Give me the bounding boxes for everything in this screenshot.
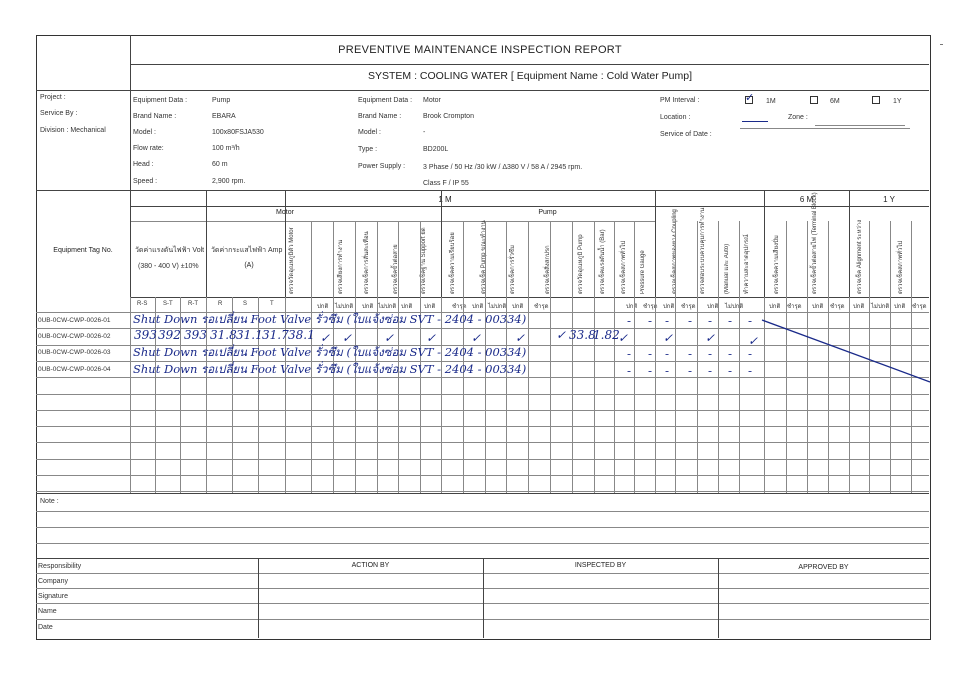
pump-equipment-data-value: Pump bbox=[212, 97, 231, 104]
row-3-note: Shut Down รอเปลี่ยน Foot Valve รั่วซึม (ใบแจ้งซ่อม SVT - 2404 - 00334) bbox=[133, 345, 527, 359]
check-mark: ✓ bbox=[320, 331, 331, 345]
grid-bottom-line bbox=[36, 493, 929, 494]
dash-mark: - bbox=[627, 364, 632, 378]
sub-normal: ปกติ bbox=[769, 304, 781, 310]
dash-mark: - bbox=[648, 347, 653, 361]
grid-header-subcolumn-line bbox=[377, 221, 378, 297]
col-pump-smooth: ตรวจเช็คความเรียบร้อย bbox=[450, 232, 456, 294]
strike-line bbox=[760, 318, 932, 384]
row-2-pump-temp: 33.8 bbox=[569, 328, 596, 342]
pump-flow-label: Flow rate: bbox=[133, 145, 164, 152]
sub-normal: ปกติ bbox=[401, 304, 413, 310]
note-line-3[interactable] bbox=[36, 543, 929, 544]
sub-fix: ชำรุด bbox=[452, 304, 467, 310]
sub-normal: ปกติ bbox=[424, 304, 436, 310]
grid-row-line bbox=[36, 459, 929, 460]
dash-mark: - bbox=[748, 364, 753, 378]
footer-action-by: ACTION BY bbox=[351, 562, 390, 569]
grid-header-subcolumn-line bbox=[634, 221, 635, 297]
col-motor-vibration: ตรวจเช็คการสั่นสะเทือน bbox=[364, 231, 370, 294]
sub-fix: ชำรุด bbox=[643, 304, 658, 310]
sub-normal: ปกติ bbox=[853, 304, 865, 310]
grid-column-line bbox=[528, 297, 529, 493]
row-2-volt-st: 392 bbox=[158, 328, 181, 342]
grid-header-subcolumn-line bbox=[485, 221, 486, 297]
row-2-amp-r: 31.8 bbox=[210, 328, 237, 342]
note-line-2[interactable] bbox=[36, 527, 929, 528]
row-1-tag: 0UB-0CW-CWP-0026-01 bbox=[38, 317, 111, 324]
grid-header-subcolumn-line bbox=[420, 221, 421, 297]
dash-mark: - bbox=[688, 364, 693, 378]
grid-row-line bbox=[36, 475, 929, 476]
pump-brand-label: Brand Name : bbox=[133, 113, 177, 120]
equipment-tag-header: Equipment Tag No. bbox=[53, 247, 113, 254]
grid-header-subcolumn-line bbox=[828, 221, 829, 297]
option-1m-label: 1M bbox=[766, 98, 776, 105]
grid-column-line bbox=[718, 297, 719, 493]
dash-mark: - bbox=[728, 314, 733, 328]
check-mark: ✓ bbox=[705, 331, 716, 345]
pump-model-value: 100x80FSJA530 bbox=[212, 129, 264, 136]
grid-header-subcolumn-line bbox=[614, 221, 615, 297]
grid-header-subcolumn-line bbox=[594, 221, 595, 297]
grid-column-line bbox=[634, 297, 635, 493]
dash-mark: - bbox=[748, 314, 753, 328]
dash-mark: - bbox=[708, 347, 713, 361]
table-header-bottom bbox=[130, 297, 929, 298]
grid-row-line bbox=[36, 394, 929, 395]
check-mark: ✓ bbox=[556, 328, 567, 342]
row-2-volt-rs: 393 bbox=[134, 328, 157, 342]
pump-head-value: 60 m bbox=[212, 161, 228, 168]
note-label: Note : bbox=[40, 498, 59, 505]
report-title: PREVENTIVE MAINTENANCE INSPECTION REPORT bbox=[338, 44, 622, 56]
strike-line-stroke bbox=[762, 320, 930, 382]
col-1y-general: ตรวจเช็คสภาพทั่วไป bbox=[898, 240, 904, 294]
row-2-motor-temp: 38.1 bbox=[288, 328, 315, 342]
grid-header-column-line bbox=[285, 190, 286, 297]
sub-fix: ชำรุด bbox=[681, 304, 696, 310]
grid-header-subcolumn-line bbox=[355, 221, 356, 297]
dash-mark: - bbox=[627, 347, 632, 361]
sub-normal: ปกติ bbox=[472, 304, 484, 310]
sub-rt: R-T bbox=[188, 301, 198, 307]
motor-brand-label: Brand Name : bbox=[358, 113, 402, 120]
motor-type-value: BD200L bbox=[423, 146, 449, 153]
pump-head-label: Head : bbox=[133, 161, 154, 168]
sub-normal: ปกติ bbox=[626, 304, 638, 310]
pump-speed-value: 2,900 rpm. bbox=[212, 178, 246, 185]
grid-row-line bbox=[36, 426, 929, 427]
motor-type-label: Type : bbox=[358, 146, 378, 153]
grid-header-subcolumn-line bbox=[890, 221, 891, 297]
dash-mark: - bbox=[665, 347, 670, 361]
checkbox-1y[interactable] bbox=[872, 96, 880, 104]
grid-column-line bbox=[675, 297, 676, 493]
grid-header-subcolumn-line bbox=[398, 221, 399, 297]
sub-abnormal: ไม่ปกติ bbox=[725, 304, 744, 310]
sub-abnormal: ไม่ปกติ bbox=[871, 304, 890, 310]
sub-abnormal: ไม่ปกติ bbox=[488, 304, 507, 310]
note-line-1[interactable] bbox=[36, 511, 929, 512]
grid-column-line bbox=[697, 297, 698, 493]
info-left-divider bbox=[130, 90, 131, 190]
col-pump-leak: ตรวจเช็คการรั่วซึม bbox=[510, 245, 516, 294]
footer-name: Name bbox=[38, 608, 57, 615]
col-pump-clean: ทำความสะอาดอุปกรณ์ bbox=[744, 234, 750, 294]
system-line: SYSTEM : COOLING WATER [ Equipment Name : Cold Water Pump] bbox=[367, 70, 693, 82]
table-header-group-divider bbox=[130, 221, 655, 222]
grid-header-column-line bbox=[764, 190, 765, 297]
dash-mark: - bbox=[688, 314, 693, 328]
dash-mark: - bbox=[665, 364, 670, 378]
sub-normal: ปกติ bbox=[663, 304, 675, 310]
group-1m-label: 1 M bbox=[438, 195, 452, 204]
grid-column-line bbox=[594, 297, 595, 493]
amp-header: วัดค่ากระแสไฟฟ้า Amp bbox=[211, 247, 283, 254]
dash-mark: - bbox=[708, 364, 713, 378]
grid-header-subcolumn-line bbox=[869, 221, 870, 297]
service-date-label: Service of Date : bbox=[660, 131, 712, 138]
footer-responsibility: Responsibility bbox=[38, 563, 82, 570]
pump-equipment-data-label: Equipment Data : bbox=[133, 97, 188, 104]
service-by-label: Service By : bbox=[40, 110, 78, 117]
pump-brand-value: EBARA bbox=[212, 113, 236, 120]
grid-row-line bbox=[36, 410, 929, 411]
service-date-field-line[interactable] bbox=[740, 128, 910, 129]
grid-column-line bbox=[130, 297, 131, 493]
grid-header-column-line bbox=[849, 190, 850, 297]
dash-mark: - bbox=[728, 364, 733, 378]
col-motor-temp: ตรวจวัดอุณหภูมิตัว Motor bbox=[289, 227, 295, 294]
check-mark: ✓ bbox=[426, 331, 437, 345]
grid-header-subcolumn-line bbox=[718, 221, 719, 297]
check-mark: ✓ bbox=[663, 331, 674, 345]
checkbox-6m[interactable] bbox=[810, 96, 818, 104]
location-label: Location : bbox=[660, 114, 691, 121]
check-mark: ✓ bbox=[471, 331, 482, 345]
option-6m-label: 6M bbox=[830, 98, 840, 105]
group-motor-label: Motor bbox=[276, 209, 294, 216]
col-pump-temp: ตรวจวัดอุณหภูมิ Pump bbox=[578, 234, 584, 294]
sub-normal: ปกติ bbox=[812, 304, 824, 310]
location-handwriting-stroke bbox=[742, 121, 768, 122]
footer-col-2 bbox=[483, 558, 484, 638]
grid-column-line bbox=[739, 297, 740, 493]
footer-signature: Signature bbox=[38, 593, 68, 600]
dash-mark: - bbox=[688, 347, 693, 361]
col-pump-running: ตรวจเช็ค Pump ขณะทำงาน bbox=[481, 220, 487, 294]
sub-fix: ชำรุด bbox=[912, 304, 927, 310]
check-mark: ✓ bbox=[342, 331, 353, 345]
row-1-note: Shut Down รอเปลี่ยน Foot Valve รั่วซึม (ใบแจ้งซ่อม SVT - 2404 - 00334) bbox=[133, 312, 527, 326]
motor-power-label: Power Supply : bbox=[358, 163, 406, 170]
col-pump-control: ตรวจสอบระบบควบคุมการทำงาน bbox=[700, 207, 706, 294]
footer-company: Company bbox=[38, 578, 68, 585]
corner-tick bbox=[940, 44, 943, 45]
grid-column-line bbox=[550, 297, 551, 493]
sub-fix: ชำรุด bbox=[830, 304, 845, 310]
grid-header-subcolumn-line bbox=[572, 221, 573, 297]
division-label: Division : Mechanical bbox=[40, 127, 106, 134]
sub-t: T bbox=[270, 301, 274, 307]
footer-inspected-by: INSPECTED BY bbox=[574, 562, 627, 569]
title-bottom bbox=[36, 90, 929, 91]
sub-st: S-T bbox=[163, 301, 173, 307]
zone-label: Zone : bbox=[788, 114, 808, 121]
pump-speed-label: Speed : bbox=[133, 178, 158, 185]
col-pump-pressure: ตรวจเช็คแรงดันน้ำ (Bar) bbox=[600, 229, 606, 294]
col-6m-noise: ตรวจเช็คความเสียงปั่ม bbox=[774, 235, 780, 294]
sub-rs: R-S bbox=[137, 301, 148, 307]
grid-header-subcolumn-line bbox=[311, 221, 312, 297]
footer-col-1 bbox=[258, 558, 259, 638]
group-pump-label: Pump bbox=[538, 209, 557, 216]
col-motor-support: ตรวจเช็คฐาน Support ยึด bbox=[421, 227, 427, 294]
grid-header-subcolumn-line bbox=[786, 221, 787, 297]
motor-model-value: - bbox=[423, 129, 426, 136]
sub-abnormal: ไม่ปกติ bbox=[378, 304, 397, 310]
dash-mark: - bbox=[627, 314, 632, 328]
grid-row-line bbox=[36, 491, 929, 492]
motor-class-value: Class F / IP 55 bbox=[423, 180, 469, 187]
sub-r: R bbox=[218, 301, 223, 307]
volt-header: วัดค่าแรงดันไฟฟ้า Volt bbox=[135, 247, 205, 254]
grid-header-subcolumn-line bbox=[463, 221, 464, 297]
footer-approved-by: APPROVED BY bbox=[798, 564, 849, 571]
row-2-amp-s: 31.1 bbox=[236, 328, 263, 342]
grid-header-subcolumn-line bbox=[550, 221, 551, 297]
grid-header-subcolumn-line bbox=[333, 221, 334, 297]
row-4-note: Shut Down รอเปลี่ยน Foot Valve รั่วซึม (ใบแจ้งซ่อม SVT - 2404 - 00334) bbox=[133, 362, 527, 376]
col-motor-terminal: ตรวจเช็คขั้วต่อสาย bbox=[393, 244, 399, 294]
col-pump-coupling: ตรวจเช็คสภาพของยาง Coupling bbox=[672, 209, 678, 294]
grid-header-subcolumn-line bbox=[528, 221, 529, 297]
dash-mark: - bbox=[648, 314, 653, 328]
grid-header-column-line bbox=[130, 190, 131, 297]
check-mark: ✓ bbox=[748, 334, 759, 348]
sub-s: S bbox=[243, 301, 248, 307]
dash-mark: - bbox=[708, 314, 713, 328]
sub-normal: ปกติ bbox=[894, 304, 906, 310]
info-bottom bbox=[36, 190, 929, 191]
sub-abnormal: ไม่ปกติ bbox=[335, 304, 354, 310]
volt-range-header: (380 - 400 V) ±10% bbox=[138, 263, 199, 270]
project-label: Project : bbox=[40, 94, 66, 101]
row-2-tag: 0UB-0CW-CWP-0026-02 bbox=[38, 333, 111, 340]
table-header-1m-divider bbox=[130, 206, 929, 207]
sub-normal: ปกติ bbox=[512, 304, 524, 310]
motor-power-value: 3 Phase / 50 Hz /30 kW / Δ380 V / 58 A / 2945 rpm. bbox=[423, 164, 583, 171]
option-1y-label: 1Y bbox=[893, 98, 902, 105]
check-mark: ✓ bbox=[515, 331, 526, 345]
row-2-amp-t: 31.7 bbox=[262, 328, 289, 342]
group-6m-label: 6 M bbox=[799, 195, 814, 204]
sub-normal: ปกติ bbox=[707, 304, 719, 310]
col-pump-general: ตรวจเช็คสภาพทั่วไป bbox=[621, 240, 627, 294]
grid-row-line bbox=[36, 442, 929, 443]
grid-column-line bbox=[655, 297, 656, 493]
col-motor-sound: ตรวจเสียงการทำงาน bbox=[338, 239, 344, 294]
col-pump-gauge: Pressure Gauge bbox=[640, 250, 646, 294]
footer-date: Date bbox=[38, 624, 53, 631]
grid-header-subcolumn-line bbox=[739, 221, 740, 297]
checkbox-1m-mark: ✓ bbox=[745, 92, 755, 104]
grid-header-subcolumn-line bbox=[697, 221, 698, 297]
sub-fix: ชำรุด bbox=[787, 304, 802, 310]
check-mark: ✓ bbox=[618, 331, 629, 345]
dash-mark: - bbox=[648, 364, 653, 378]
motor-equipment-data-label: Equipment Data : bbox=[358, 97, 413, 104]
grid-header-subcolumn-line bbox=[911, 221, 912, 297]
dash-mark: - bbox=[748, 347, 753, 361]
sub-normal: ปกติ bbox=[362, 304, 374, 310]
grid-header-subcolumn-line bbox=[675, 221, 676, 297]
pump-model-label: Model : bbox=[133, 129, 156, 136]
group-1y-label: 1 Y bbox=[883, 195, 895, 204]
grid-header-subcolumn-line bbox=[506, 221, 507, 297]
title-divider bbox=[130, 64, 929, 65]
motor-brand-value: Brook Crompton bbox=[423, 113, 474, 120]
dash-mark: - bbox=[665, 314, 670, 328]
sub-fix: ชำรุด bbox=[534, 304, 549, 310]
grid-header-subcolumn-line bbox=[807, 221, 808, 297]
pump-flow-value: 100 m³/h bbox=[212, 145, 240, 152]
row-2-volt-rt: 393 bbox=[184, 328, 207, 342]
grid-column-line bbox=[614, 297, 615, 493]
amp-unit-header: (A) bbox=[244, 262, 254, 269]
grid-header-column-line bbox=[206, 190, 207, 297]
col-6m-terminal-block: ตรวจเช็คขั้วต่อสายไฟ (Terminal Block) bbox=[812, 192, 818, 294]
grid-header-column-line bbox=[655, 190, 656, 297]
motor-equipment-data-value: Motor bbox=[423, 97, 441, 104]
row-2-pressure: 1.82 bbox=[593, 328, 620, 342]
motor-model-label: Model : bbox=[358, 129, 381, 136]
grid-header-column-line bbox=[441, 190, 442, 297]
sub-normal: ปกติ bbox=[317, 304, 329, 310]
dash-mark: - bbox=[728, 347, 733, 361]
check-mark: ✓ bbox=[384, 331, 395, 345]
grid-column-line bbox=[572, 297, 573, 493]
row-4-tag: 0UB-0CW-CWP-0026-04 bbox=[38, 366, 111, 373]
row-3-tag: 0UB-0CW-CWP-0026-03 bbox=[38, 349, 111, 356]
zone-field-line[interactable] bbox=[815, 125, 905, 126]
col-1y-alignment: ตรวจเช็ค Alignment ระหว่าง bbox=[857, 219, 863, 294]
pm-interval-label: PM Interval : bbox=[660, 97, 700, 104]
col-pump-manual-auto: (Manual และ Auto) bbox=[724, 243, 730, 294]
col-pump-debris: ตรวจเช็คสิ่งสกปรก bbox=[545, 245, 551, 294]
